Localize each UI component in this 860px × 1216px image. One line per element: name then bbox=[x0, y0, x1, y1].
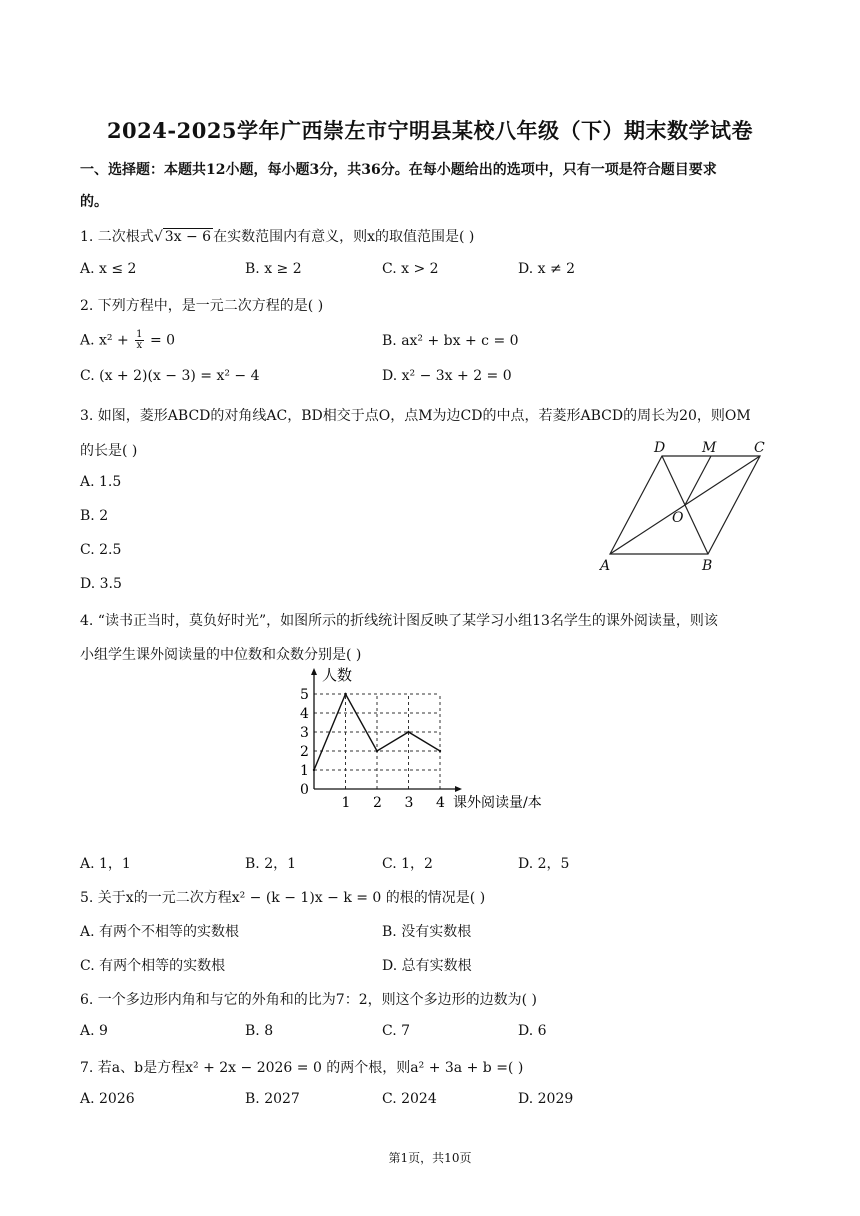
question-1-stem bbox=[80, 226, 780, 246]
q5-option-d[interactable]: D. 总有实数根 bbox=[382, 958, 472, 974]
label-b: B bbox=[702, 558, 713, 574]
chart-grid bbox=[314, 694, 440, 789]
q2-option-c[interactable]: C. (x + 2)(x − 3) = x² − 4 bbox=[80, 368, 260, 384]
frac-denominator: x bbox=[136, 340, 143, 351]
data-point bbox=[439, 750, 441, 752]
q7-option-c[interactable]: C. 2024 bbox=[382, 1091, 437, 1107]
question-3-stem-line2: 的长是( ) bbox=[80, 443, 138, 459]
data-point bbox=[407, 731, 409, 733]
chart-ylabel: 人数 bbox=[322, 666, 353, 684]
q2-option-a[interactable] bbox=[80, 330, 175, 351]
q7-option-b[interactable]: B. 2027 bbox=[245, 1091, 300, 1107]
data-point bbox=[376, 750, 378, 752]
y-axis-arrow bbox=[311, 668, 317, 675]
q4-option-a[interactable]: A. 1，1 bbox=[80, 856, 131, 872]
section-heading-line2: 的。 bbox=[80, 194, 108, 210]
q2-a-fraction bbox=[135, 330, 143, 351]
chart-xlabel: 课外阅读量/本 bbox=[453, 795, 542, 811]
x-tick-label: 1 bbox=[341, 795, 351, 811]
question-4-stem-line2: 小组学生课外阅读量的中位数和众数分别是( ) bbox=[80, 647, 362, 663]
q6-option-d[interactable]: D. 6 bbox=[518, 1023, 547, 1039]
q2-a-post: = 0 bbox=[145, 332, 176, 349]
q1-post: 在实数范围内有意义，则x的取值范围是( ) bbox=[213, 229, 475, 245]
q7-option-d[interactable]: D. 2029 bbox=[518, 1091, 574, 1107]
question-7-stem: 7. 若a、b是方程x² + 2x − 2026 = 0 的两个根，则a² + 3a + b =( ) bbox=[80, 1060, 524, 1076]
q7-option-a[interactable]: A. 2026 bbox=[80, 1091, 135, 1107]
q6-option-a[interactable]: A. 9 bbox=[80, 1023, 108, 1039]
frac-numerator: 1 bbox=[136, 329, 143, 340]
q3-option-c[interactable]: C. 2.5 bbox=[80, 542, 122, 558]
y-tick-label: 3 bbox=[300, 725, 309, 741]
section-heading-line1: 一、选择题：本题共12小题，每小题3分，共36分。在每小题给出的选项中，只有一项是符合题目要求 bbox=[80, 162, 717, 178]
question-2-stem: 2. 下列方程中，是一元二次方程的是( ) bbox=[80, 298, 324, 314]
question-6-stem: 6. 一个多边形内角和与它的外角和的比为7：2，则这个多边形的边数为( ) bbox=[80, 992, 537, 1008]
y-tick-label: 0 bbox=[300, 782, 309, 798]
label-m: M bbox=[702, 440, 717, 456]
page-title: 2024-2025学年广西崇左市宁明县某校八年级（下）期末数学试卷 bbox=[106, 118, 754, 143]
page-footer: 第1页，共10页 bbox=[388, 1151, 472, 1165]
q2-a-pre: A. x² + bbox=[80, 332, 134, 349]
label-c: C bbox=[754, 440, 765, 456]
x-axis-arrow bbox=[455, 786, 462, 792]
q4-option-c[interactable]: C. 1，2 bbox=[382, 856, 433, 872]
chart-axes bbox=[311, 668, 462, 792]
q6-option-b[interactable]: B. 8 bbox=[245, 1023, 274, 1039]
label-d: D bbox=[654, 440, 666, 456]
q6-option-c[interactable]: C. 7 bbox=[382, 1023, 411, 1039]
data-point bbox=[313, 769, 315, 771]
q1-option-b[interactable]: B. x ≥ 2 bbox=[245, 261, 302, 277]
question-5-stem: 5. 关于x的一元二次方程x² − (k − 1)x − k = 0 的根的情况是( ) bbox=[80, 890, 486, 906]
q1-option-a[interactable]: A. x ≤ 2 bbox=[80, 261, 137, 277]
rhombus-figure bbox=[590, 436, 780, 576]
question-4-stem-line1: 4. “读书正当时，莫负好时光”，如图所示的折线统计图反映了某学习小组13名学生的课外阅读量，则该 bbox=[80, 613, 718, 629]
y-tick-label: 5 bbox=[300, 687, 309, 703]
line-chart bbox=[290, 660, 570, 825]
question-3-stem-line1: 3. 如图，菱形ABCD的对角线AC，BD相交于点O，点M为边CD的中点，若菱形ABCD的周长为20，则OM bbox=[80, 408, 751, 424]
q5-option-c[interactable]: C. 有两个相等的实数根 bbox=[80, 958, 226, 974]
y-tick-label: 2 bbox=[300, 744, 309, 760]
q5-option-b[interactable]: B. 没有实数根 bbox=[382, 924, 472, 940]
sqrt-sign: √ bbox=[153, 229, 163, 245]
label-a: A bbox=[600, 558, 611, 574]
q2-option-d[interactable]: D. x² − 3x + 2 = 0 bbox=[382, 368, 512, 384]
q2-option-b[interactable]: B. ax² + bx + c = 0 bbox=[382, 333, 519, 349]
q3-option-d[interactable]: D. 3.5 bbox=[80, 576, 122, 592]
q1-option-c[interactable]: C. x > 2 bbox=[382, 261, 439, 277]
segment-om bbox=[685, 456, 711, 505]
q4-option-d[interactable]: D. 2，5 bbox=[518, 856, 570, 872]
x-tick-label: 4 bbox=[436, 795, 445, 811]
q1-option-d[interactable]: D. x ≠ 2 bbox=[518, 261, 576, 277]
data-point bbox=[344, 693, 346, 695]
q1-radicand: 3x − 6 bbox=[164, 229, 212, 245]
label-o: O bbox=[672, 510, 684, 526]
q1-pre: 1. 二次根式 bbox=[80, 229, 154, 245]
q3-option-a[interactable]: A. 1.5 bbox=[80, 474, 122, 490]
q5-option-a[interactable]: A. 有两个不相等的实数根 bbox=[80, 924, 240, 940]
y-tick-label: 1 bbox=[300, 763, 309, 779]
q4-option-b[interactable]: B. 2，1 bbox=[245, 856, 297, 872]
x-tick-label: 3 bbox=[404, 795, 414, 811]
chart-ticks bbox=[300, 687, 445, 811]
q3-option-b[interactable]: B. 2 bbox=[80, 508, 109, 524]
x-tick-label: 2 bbox=[373, 795, 382, 811]
y-tick-label: 4 bbox=[300, 706, 309, 722]
